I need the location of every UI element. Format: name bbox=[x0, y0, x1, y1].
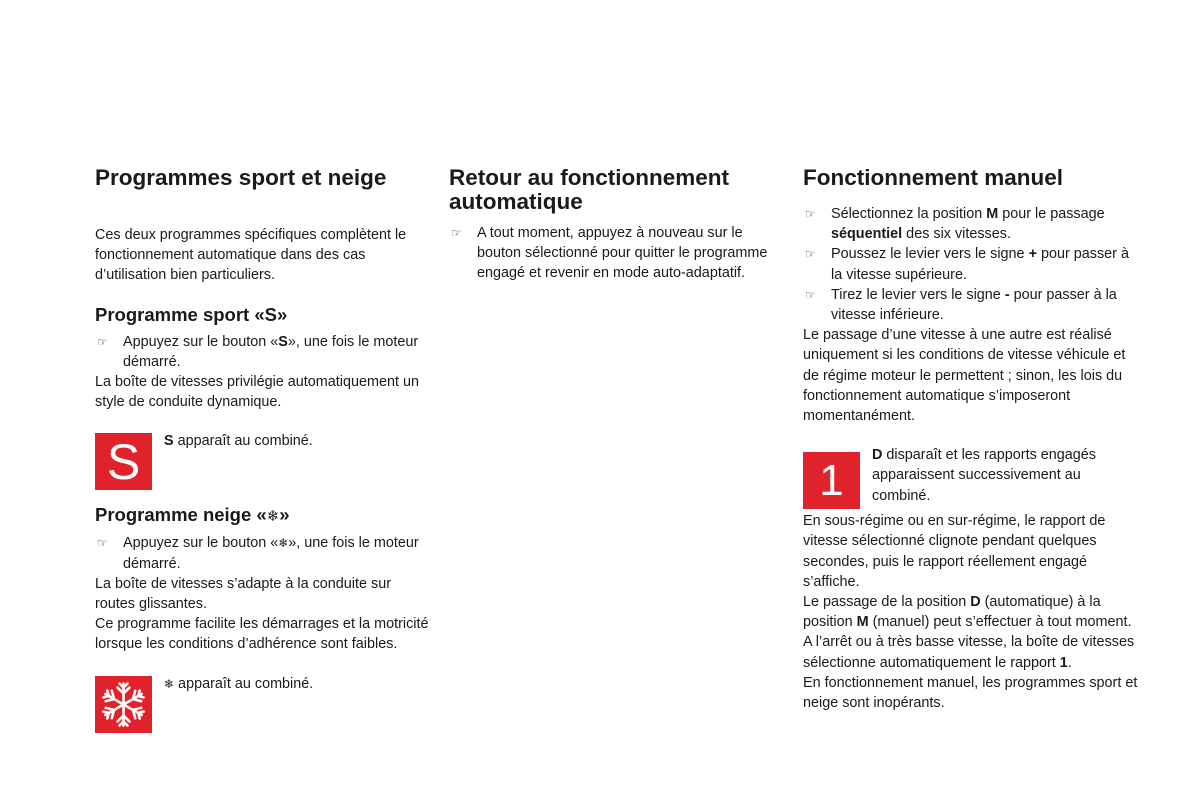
sport-description: La boîte de vitesses privilégie automatiquement un style de conduite dynamique. bbox=[95, 374, 419, 411]
bullet-retour-auto: ☞ A tout moment, appuyez à nouveau sur le bouton sélectionné pour quitter le programme engagé et revenir en mode auto-adaptatif. bbox=[451, 225, 768, 282]
neige-description-2: Ce programme facilite les démarrages et la motricité lorsque les conditions d’adhérence sont faibles. bbox=[95, 616, 429, 653]
pointer-hand-icon: ☞ bbox=[805, 207, 816, 221]
bullet-sport: ☞ Appuyez sur le bouton «S», une fois le moteur démarré. bbox=[97, 333, 419, 370]
pointer-hand-icon: ☞ bbox=[97, 536, 108, 551]
snowflake-icon: ❄ bbox=[266, 507, 280, 526]
sport-indicator-caption: S apparaît au combiné. bbox=[164, 433, 313, 450]
heading-sport: Programme sport «S» bbox=[95, 303, 288, 325]
neige-indicator-caption: ❄ apparaît au combiné. bbox=[164, 675, 314, 692]
pointer-hand-icon: ☞ bbox=[805, 247, 816, 262]
gear-indicator-row bbox=[803, 447, 1138, 511]
manuel-paragraph-5: En fonctionnement manuel, les programmes sport et neige sont inopérants. bbox=[803, 674, 1138, 712]
sport-key: S bbox=[278, 333, 288, 350]
pointer-hand-icon: ☞ bbox=[451, 226, 462, 240]
gear-indicator-caption: D disparaît et les rapports engagés apparaissent successivement au combiné. bbox=[872, 447, 1096, 504]
pointer-hand-icon: ☞ bbox=[97, 334, 108, 349]
manuel-paragraph-3: Le passage de la position D (automatique) à la position M (manuel) peut s’effectuer à tout moment. bbox=[803, 594, 1132, 631]
neige-indicator-row bbox=[95, 676, 430, 736]
bullet-manuel-1: ☞ Sélectionnez la position M pour le passage séquentiel des six vitesses. bbox=[805, 206, 1105, 243]
sport-indicator-row bbox=[95, 433, 430, 493]
manuel-paragraph-4: A l’arrêt ou à très basse vitesse, la boîte de vitesses sélectionne automatiquement le rapport 1. bbox=[803, 634, 1135, 671]
bullet-neige: ☞ Appuyez sur le bouton «❄», une fois le moteur démarré. bbox=[97, 535, 419, 572]
bullet-manuel-2: ☞ Poussez le levier vers le signe + pour passer à la vitesse supérieure. bbox=[805, 246, 1129, 283]
manuel-paragraph-1: Le passage d’une vitesse à une autre est réalisé uniquement si les conditions de vitesse véhicule et de régime moteur le permettent ; sinon, les lois du fonctionnement automatique s’imposeront momentanément. bbox=[803, 327, 1126, 425]
section-title-sport-neige: Programmes sport et neige bbox=[95, 165, 387, 190]
snowflake-icon: ❄ bbox=[278, 536, 289, 551]
bullet-manuel-3: ☞ Tirez le levier vers le signe - pour passer à la vitesse inférieure. bbox=[805, 286, 1117, 324]
section-title-manuel: Fonctionnement manuel bbox=[803, 165, 1064, 190]
neige-description-1: La boîte de vitesses s’adapte à la conduite sur routes glissantes. bbox=[95, 575, 391, 613]
section-title-retour-auto: Retour au fonctionnement automatique bbox=[449, 165, 729, 214]
sport-s-icon: S bbox=[95, 433, 152, 490]
gear-1-icon: 1 bbox=[803, 452, 860, 509]
snowflake-indicator-icon bbox=[95, 676, 152, 733]
intro-paragraph: Ces deux programmes spécifiques complètent le fonctionnement automatique dans des cas d’utilisation bien particuliers. bbox=[95, 227, 407, 284]
heading-neige: Programme neige «❄» bbox=[95, 504, 290, 526]
column-fonctionnement-manuel bbox=[803, 166, 1138, 713]
pointer-hand-icon: ☞ bbox=[805, 287, 816, 302]
manuel-paragraph-2: En sous-régime ou en sur-régime, le rapport de vitesse sélectionné clignote pendant quelques secondes, puis le rapport réellement engagé s’affiche. bbox=[803, 513, 1106, 590]
column-retour-auto bbox=[449, 166, 769, 284]
column-sport-neige bbox=[95, 166, 430, 736]
snowflake-icon: ❄ bbox=[164, 676, 175, 691]
